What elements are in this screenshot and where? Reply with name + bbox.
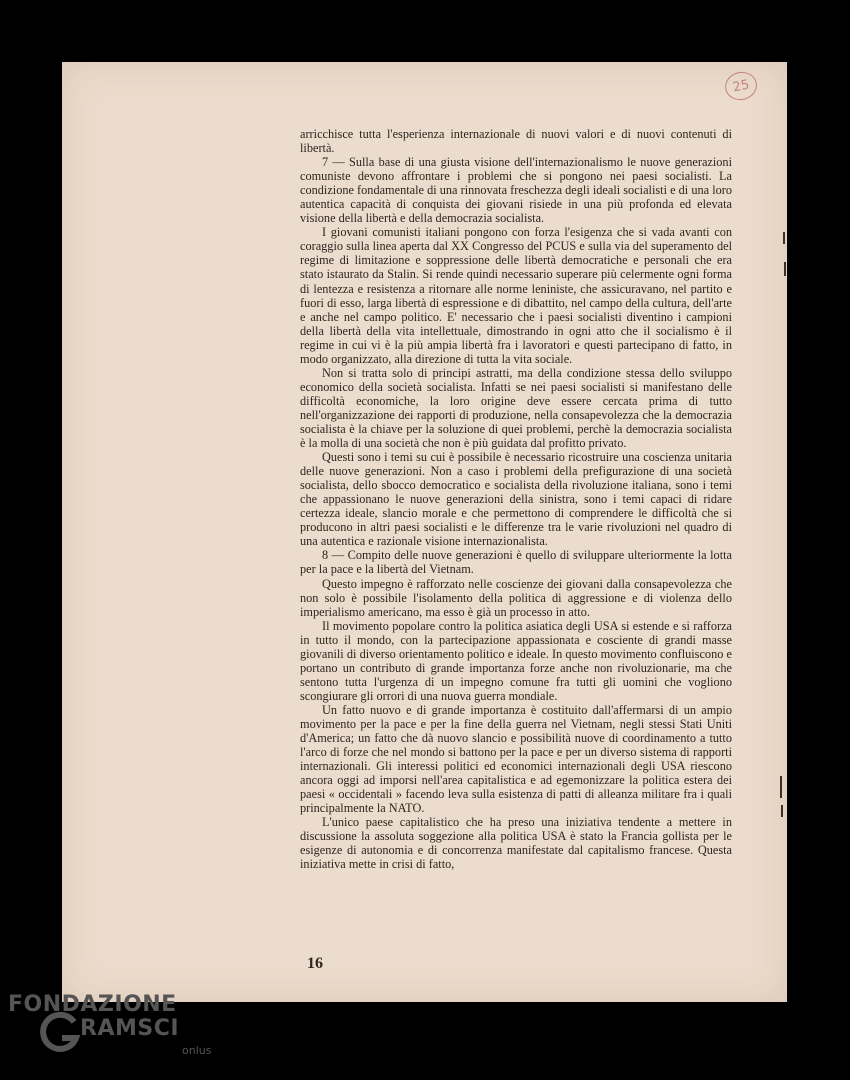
paragraph-temi: Questi sono i temi su cui è possibile è necessario ricostruire una coscienza unitaria delle nuove generazioni. Non a caso i problemi della prefigurazione di una società socialista, dello sbocco democratico e socialista della rivoluzione italiana, sono i temi che appassionano le nuove generazioni della sinistra, sono i temi capaci di ridare certezza ideale, slancio morale e che permettono di comprendere le difficoltà che si producono in altri paesi socialisti e le differenze tra le varie rivoluzioni nel quadro di una autentica e razionale visione internazionalista. [300,450,732,549]
paragraph-section-7: 7 — Sulla base di una giusta visione dell'internazionalismo le nuove generazioni comuniste devono affrontare i problemi che si pongono nei paesi socialisti. La condizione fondamentale di una rinnovata freschezza degli ideali socialisti e di una loro autentica capacità di conquista dei giovani risiede in una più profonda ed elevata visione della libertà e della democrazia socialista. [300,155,732,226]
page-number: 16 [307,955,323,972]
margin-mark [781,805,783,817]
watermark-line1: FONDAZIONE [8,992,177,1017]
watermark-line2: RAMSCI [80,1016,180,1041]
paragraph-impegno: Questo impegno è rafforzato nelle coscienze dei giovani dalla consapevolezza che non solo è possibile l'isolamento della politica di aggressione e di violenza dello imperialismo americano, ma esso è già un processo in atto. [300,576,732,619]
paragraph-unico-paese: L'unico paese capitalistico che ha preso una iniziativa tendente a mettere in discussione la assoluta soggezione alla politica USA è stato la Francia gollista per le esigenze di autonomia e di concorrenza manifestate dal capitalismo francese. Questa iniziativa mette in crisi di fatto, [300,815,732,872]
gramsci-g-logo-icon [38,1010,82,1054]
paragraph-principi: Non si tratta solo di principi astratti, ma della condizione stessa dello sviluppo economico della società socialista. Infatti se nei paesi socialisti si manifestano delle difficoltà economiche, la loro origine deve essere cercata prima di tutto nell'organizzazione dei rapporti di produzione, nella consapevolezza che la democrazia socialista è la chiave per la soluzione di quei problemi, perchè la democrazia socialista è la molla di una società che non è più guidata dal profitto privato. [300,365,732,451]
margin-mark [780,776,782,798]
document-page [62,62,787,1002]
paragraph-section-8: 8 — Compito delle nuove generazioni è quello di sviluppare ulteriormente la lotta per la pace e la libertà del Vietnam. [300,548,732,577]
paragraph-fatto-nuovo: Un fatto nuovo e di grande importanza è costituito dall'affermarsi di un ampio movimento per la pace e per la fine della guerra nel Vietnam, negli stessi Stati Uniti d'America; un fatto che dà nuovo slancio e possibilità nuove di coordinamento a tutto l'arco di forze che nel mondo si battono per la pace e per un diverso sistema di rapporti internazionali. Gli interessi politici ed economici internazionali degli USA riescono ancora oggi ad imporsi nell'area capitalistica e ad egemonizzare la politica estera dei paesi « occidentali » facendo leva sulla esistenza di patti di alleanza militare fra i quali principalmente la NATO. [300,702,732,816]
margin-mark [783,232,785,244]
fondazione-gramsci-watermark [8,992,218,1077]
paragraph-intro: arricchisce tutta l'esperienza internazionale di nuovi valori e di nuovi contenuti di libertà. [300,127,732,156]
body-text [300,127,732,871]
margin-mark [784,262,786,276]
watermark-suffix: onlus [182,1044,212,1057]
handwritten-folio-mark: 25 [722,69,759,103]
paragraph-movimento-popolare: Il movimento popolare contro la politica asiatica degli USA si estende e si rafforza in tutto il mondo, con la partecipazione appassionata e cosciente di grandi masse giovanili di diverso orientamento politico e ideale. In questo movimento confluiscono e portano un contributo di grande importanza forze anche non rivoluzionarie, ma che sentono tutta l'urgenza di un impegno comune fra tutti gli uomini che vogliono scongiurare gli orrori di una nuova guerra mondiale. [300,618,732,703]
paragraph-giovani-comunisti: I giovani comunisti italiani pongono con forza l'esigenza che si vada avanti con coraggio sulla linea aperta dal XX Congresso del PCUS e sulla via del superamento del regime di limitazione e soppressione delle libertà democratiche e personali che era stato istaurato da Stalin. Si rende quindi necessario superare più celermente ogni forma di lentezza e resistenza a ritornare alle norme leniniste, che assicuravano, nel partito e fuori di esso, larga libertà di espressione e di dibattito, nel campo della cultura, dell'arte e anche nel campo politico. E' necessario che i paesi socialisti diventino i campioni della libertà della vita intellettuale, dimostrando in ogni atto che il socialismo è il regime in cui vi è la più ampia libertà fra i lavoratori e questi partecipano di fatto, in modo organizzato, alla direzione di tutta la vita sociale. [300,225,732,366]
